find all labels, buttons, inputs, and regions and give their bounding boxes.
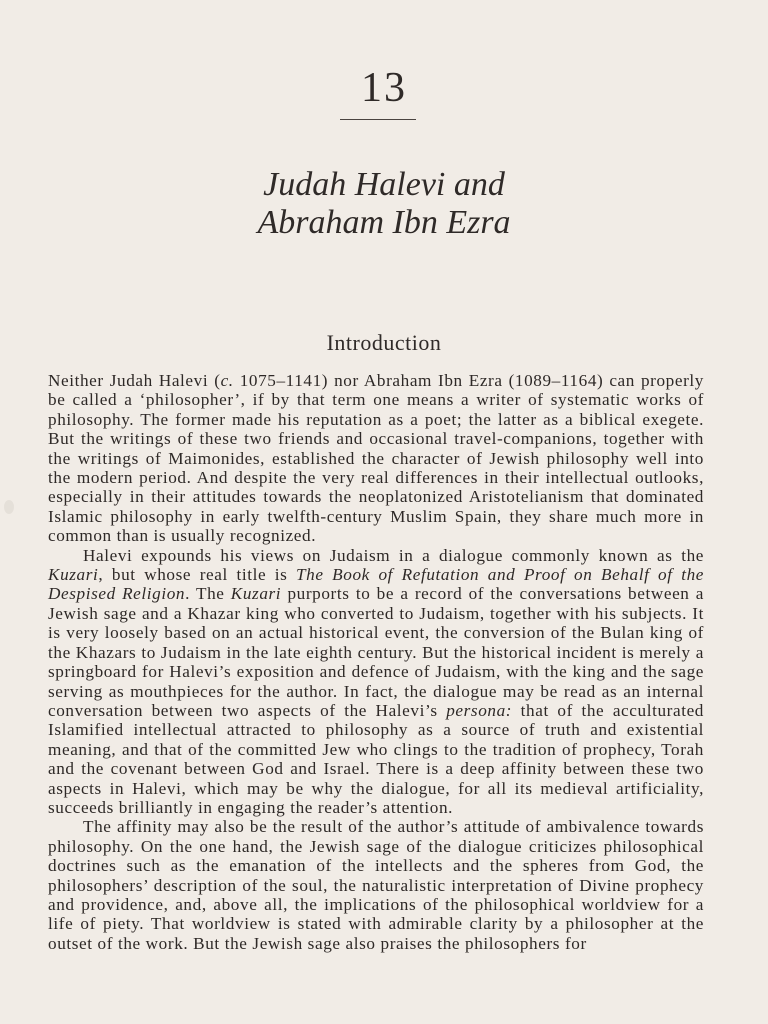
paragraph-text: , but whose real title is [98, 565, 297, 585]
chapter-rule [340, 119, 416, 120]
paragraph-text: Halevi expounds his views on Judaism in a dialogue commonly known as the [83, 545, 704, 565]
paragraph-text-italic: The Book of Refutation and Proof on Behalf of the Despised Religion [48, 565, 704, 604]
paragraph-text: purports to be a record of the conversations between a Jewish sage and a Khazar king who converted to Judaism, together with his subjects. It is very loosely based on an actual historical event, the conversion of the Bulan king of the Khazars to Judaism in the late eighth century. But the historical incident is merely a springboard for Halevi’s exposition and defence of Judaism, with the king and the sage serving as mouthpieces for the author. In fact, the dialogue may be read as an internal conversation between two aspects of the Halevi’s [48, 584, 705, 720]
body-text [48, 371, 704, 953]
paragraph-text: . The [185, 584, 231, 604]
chapter-title-line-1: Judah Halevi and [263, 166, 505, 203]
paragraph-text-italic: persona: [446, 700, 513, 720]
chapter-title-line-2: Abraham Ibn Ezra [257, 204, 511, 241]
paragraph-text: that of the acculturated Islamified intellectual attracted to philosophy as a source of truth and existential meaning, and that of the committed Jew who clings to the tradition of prophecy, Torah and the covenant between God and Israel. There is a deep affinity between these two aspects in Halevi, which may be why the dialogue, for all its medieval artificiality, succeeds brilliantly in engaging the reader’s attention. [48, 700, 705, 817]
paragraph-2 [48, 546, 704, 818]
paragraph-text-italic: Kuzari [230, 584, 282, 604]
chapter-title [0, 166, 768, 242]
paragraph-text: Neither Judah Halevi ( [48, 371, 221, 390]
paragraph-text: The affinity may also be the result of the author’s attitude of ambivalence towards philosophy. On the one hand, the Jewish sage of the dialogue criticizes philosophical doctrines such as the emanation of the intellects and the spheres from God, the philosophers’ description of the soul, the naturalistic interpretation of Divine prophecy and providence, and, above all, the implications of the philosophical worldview for a life of piety. That worldview is stated with admirable clarity by a philosopher at the outset of the work. But the Jewish sage also praises the philosophers for [48, 817, 704, 953]
page-smudge [4, 500, 14, 514]
paragraph-1 [48, 371, 704, 546]
chapter-number: 13 [361, 65, 407, 111]
paragraph-text: 1075–1141) nor Abraham Ibn Ezra (1089–1164) can properly be called a ‘philosopher’, if by that term one means a writer of systematic works of philosophy. The former made his reputation as a poet; the latter as a biblical exegete. But the writings of these two friends and occasional travel-companions, together with the writings of Maimonides, established the character of Jewish philosophy well into the modern period. And despite the very real differences in their intellectual outlooks, especially in their attitudes towards the neoplatonized Aristotelianism that dominated Islamic philosophy in early twelfth-century Muslim Spain, they share much more in common than is usually recognized. [48, 371, 704, 546]
section-heading: Introduction [326, 330, 442, 355]
paragraph-3 [48, 817, 704, 953]
paragraph-text-italic: Kuzari [48, 565, 99, 585]
paragraph-text-italic: c. [220, 371, 234, 390]
